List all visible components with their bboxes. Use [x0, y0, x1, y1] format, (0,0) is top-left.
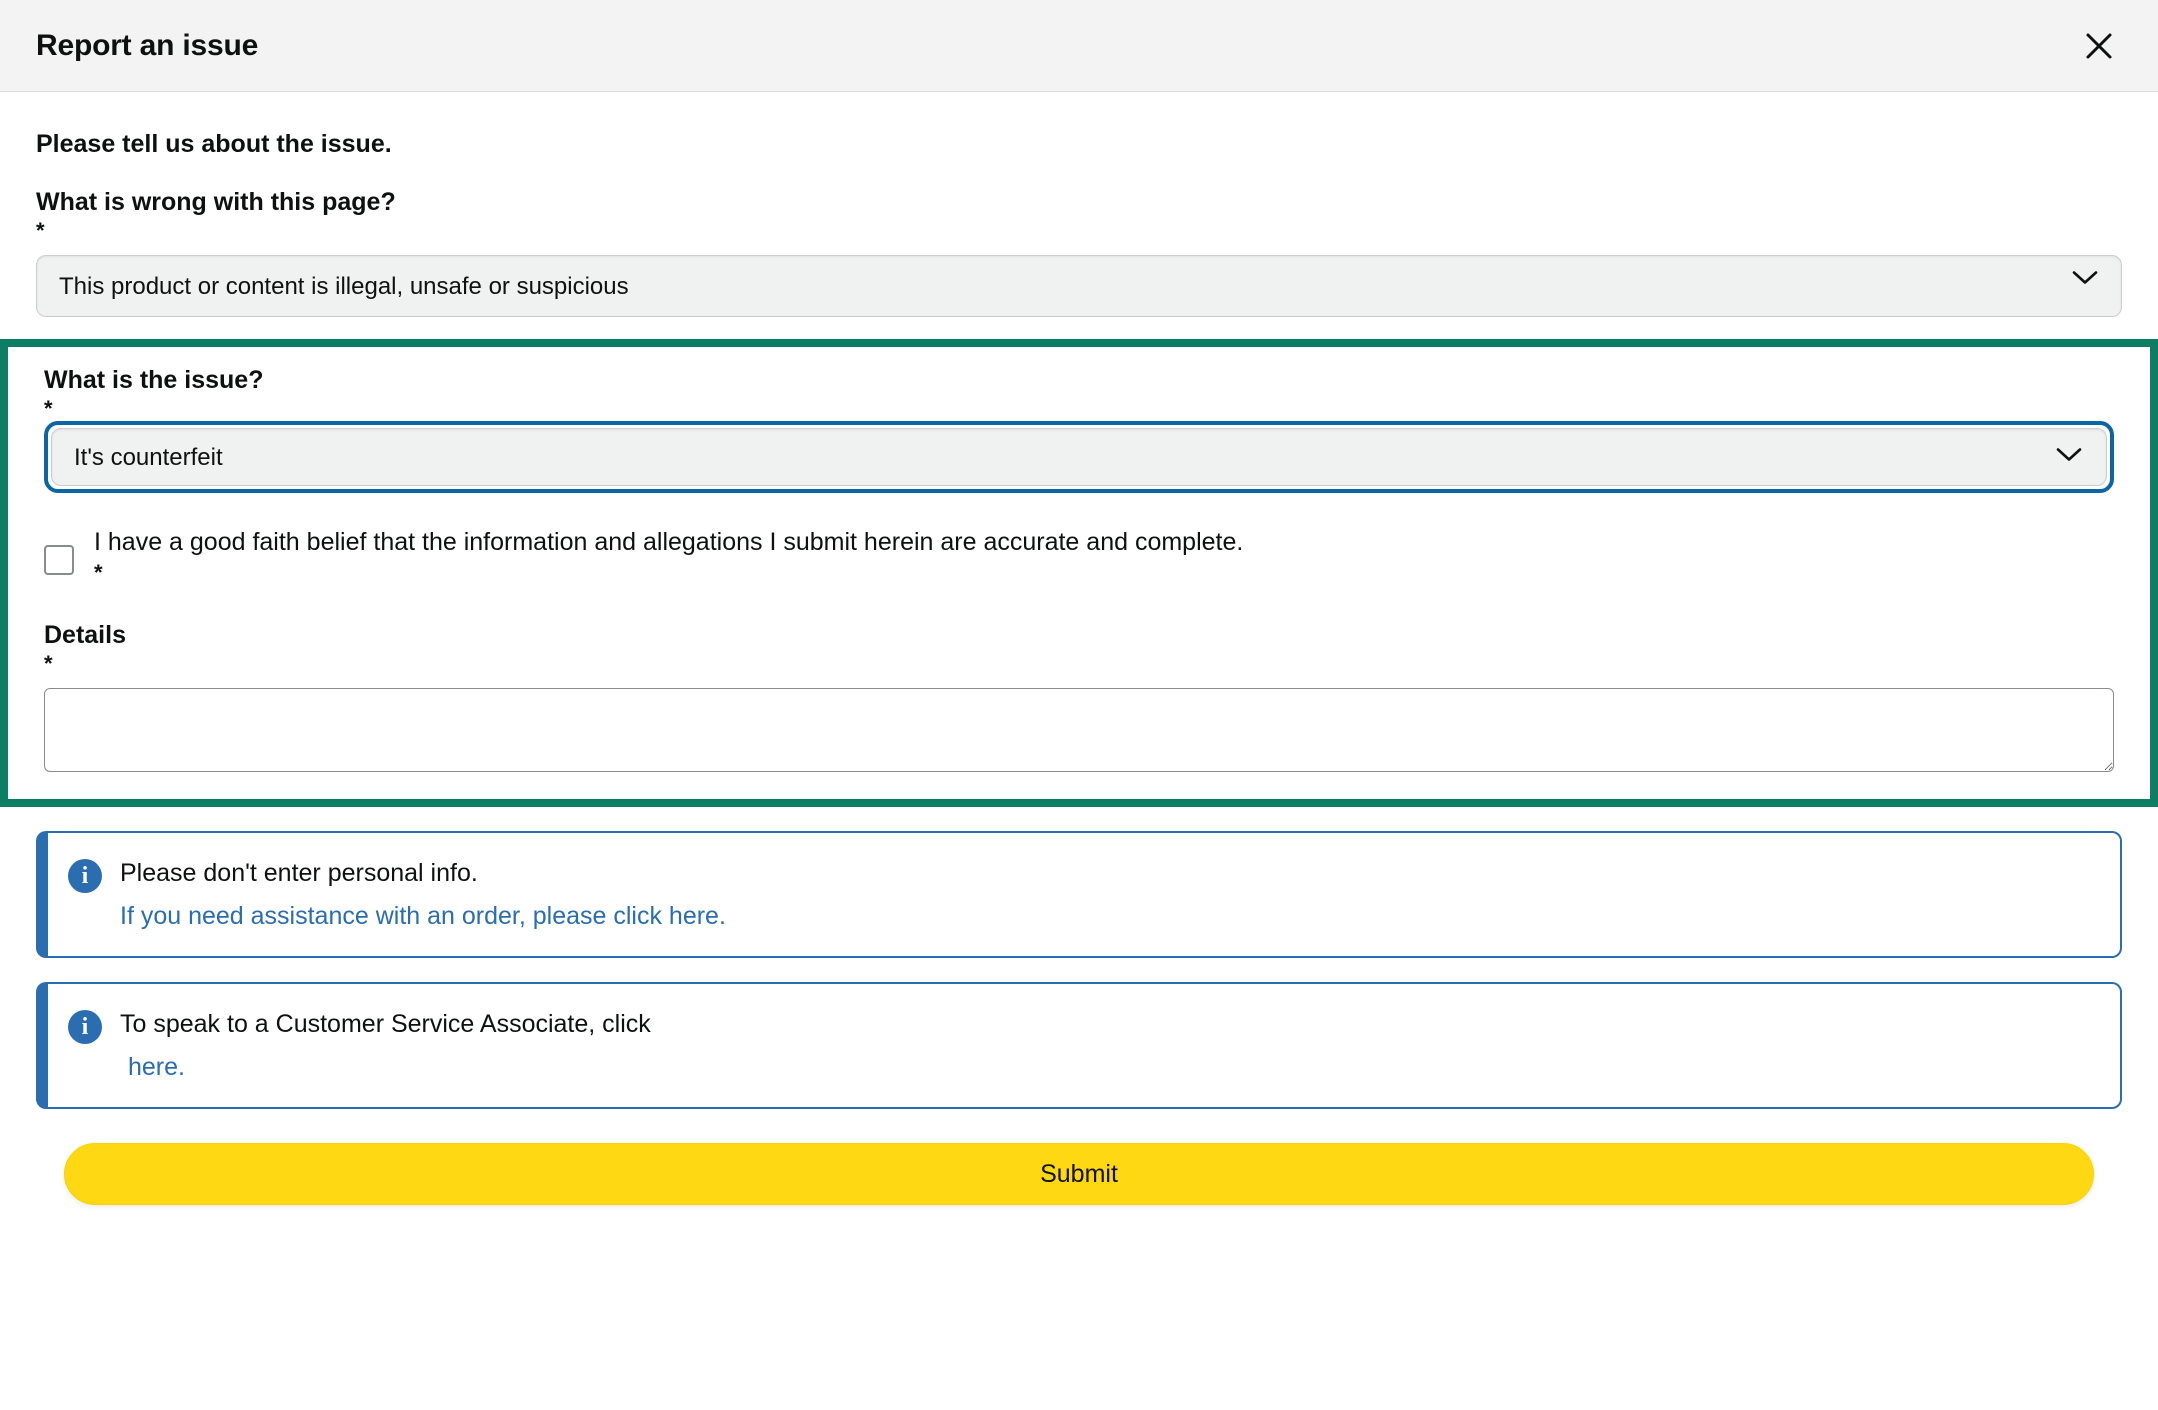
issue-label: What is the issue?	[44, 366, 264, 395]
info-icon: i	[68, 1010, 102, 1044]
personal-info-alert-text: Please don't enter personal info.	[120, 859, 478, 887]
customer-service-alert-content	[120, 1008, 651, 1083]
page-issue-select-wrap	[36, 243, 2122, 317]
intro-text: Please tell us about the issue.	[36, 130, 392, 158]
details-label: Details	[44, 620, 126, 649]
issue-required-marker: *	[44, 396, 53, 422]
personal-info-alert	[36, 831, 2122, 958]
good-faith-row	[44, 527, 2114, 584]
issue-select[interactable]	[51, 428, 2107, 486]
personal-info-alert-content	[120, 857, 726, 932]
good-faith-required-marker: *	[94, 559, 103, 585]
order-assistance-link[interactable]: If you need assistance with an order, please click here.	[120, 901, 726, 930]
page-issue-label: What is wrong with this page?	[36, 188, 396, 216]
customer-service-alert	[36, 982, 2122, 1109]
close-icon[interactable]	[2076, 23, 2122, 69]
page-title: Report an issue	[36, 28, 259, 62]
customer-service-link[interactable]: here.	[128, 1052, 185, 1081]
submit-button[interactable]: Submit	[64, 1143, 2094, 1205]
dialog-header	[0, 0, 2158, 92]
details-required-marker: *	[44, 650, 53, 676]
customer-service-alert-text: To speak to a Customer Service Associate, click	[120, 1010, 651, 1038]
page-issue-select[interactable]	[36, 255, 2122, 317]
issue-section-highlight	[0, 339, 2158, 807]
dialog-body	[0, 92, 2158, 1410]
info-icon: i	[68, 859, 102, 893]
issue-select-wrap	[44, 421, 2114, 493]
page-issue-required-marker: *	[36, 218, 45, 243]
details-input[interactable]	[44, 688, 2114, 772]
good-faith-label: I have a good faith belief that the information and allegations I submit herein are accurate and complete.	[94, 528, 1244, 557]
good-faith-checkbox[interactable]	[44, 545, 74, 575]
good-faith-texts	[94, 527, 1243, 584]
submit-wrap	[36, 1109, 2122, 1205]
